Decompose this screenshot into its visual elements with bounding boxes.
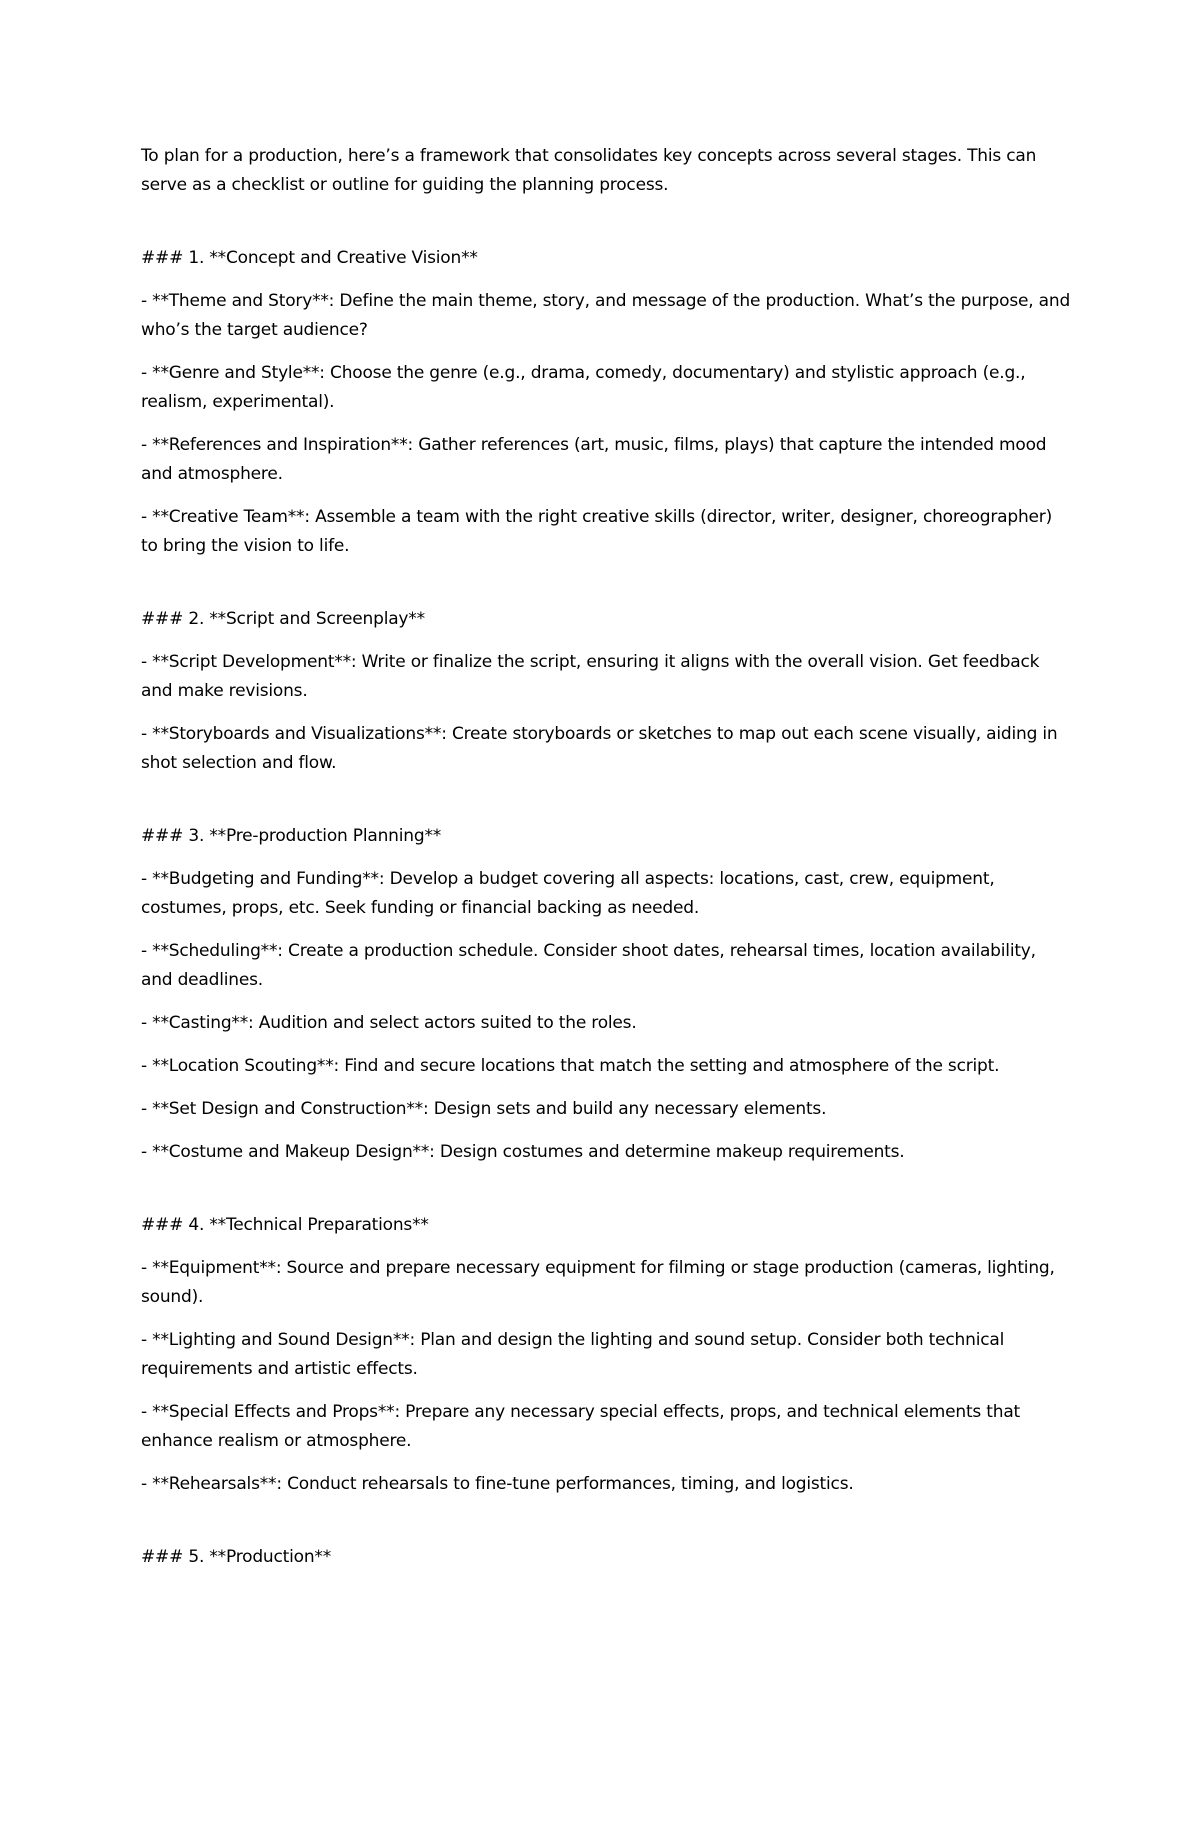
list-item: - **Lighting and Sound Design**: Plan and design the lighting and sound setup. Consider both technical requirements and artistic effects.	[141, 1330, 1005, 1379]
intro-paragraph: To plan for a production, here’s a framework that consolidates key concepts across several stages. This can serve as a checklist or outline for guiding the planning process.	[141, 146, 1037, 195]
list-item: - **Location Scouting**: Find and secure locations that match the setting and atmosphere of the script.	[141, 1056, 1000, 1076]
list-item: - **Rehearsals**: Conduct rehearsals to fine-tune performances, timing, and logistics.	[141, 1474, 854, 1494]
section-heading: ### 4. **Technical Preparations**	[141, 1215, 429, 1235]
list-item: - **Set Design and Construction**: Design sets and build any necessary elements.	[141, 1099, 827, 1119]
section-production	[141, 1543, 1071, 1572]
document-page	[141, 142, 1071, 1586]
list-item: - **Genre and Style**: Choose the genre (e.g., drama, comedy, documentary) and stylistic approach (e.g., realism, experimental).	[141, 363, 1026, 412]
section-preproduction	[141, 822, 1071, 1167]
section-technical	[141, 1211, 1071, 1499]
list-item: - **Casting**: Audition and select actors suited to the roles.	[141, 1013, 637, 1033]
list-item: - **Budgeting and Funding**: Develop a budget covering all aspects: locations, cast, crew, equipment, costumes, props, etc. Seek funding or financial backing as needed.	[141, 869, 995, 918]
list-item: - **Creative Team**: Assemble a team with the right creative skills (director, writer, designer, choreographer) to bring the vision to life.	[141, 507, 1053, 556]
section-heading: ### 3. **Pre-production Planning**	[141, 826, 442, 846]
section-heading: ### 1. **Concept and Creative Vision**	[141, 248, 478, 268]
section-script	[141, 605, 1071, 778]
list-item: - **Costume and Makeup Design**: Design costumes and determine makeup requirements.	[141, 1142, 905, 1162]
section-concept	[141, 244, 1071, 561]
section-heading: ### 2. **Script and Screenplay**	[141, 609, 425, 629]
list-item: - **Storyboards and Visualizations**: Create storyboards or sketches to map out each scene visually, aiding in shot selection and flow.	[141, 724, 1058, 773]
list-item: - **Special Effects and Props**: Prepare any necessary special effects, props, and technical elements that enhance realism or atmosphere.	[141, 1402, 1021, 1451]
list-item: - **Script Development**: Write or finalize the script, ensuring it aligns with the overall vision. Get feedback and make revisions.	[141, 652, 1040, 701]
list-item: - **Scheduling**: Create a production schedule. Consider shoot dates, rehearsal times, location availability, and deadlines.	[141, 941, 1036, 990]
list-item: - **References and Inspiration**: Gather references (art, music, films, plays) that capture the intended mood and atmosphere.	[141, 435, 1047, 484]
list-item: - **Theme and Story**: Define the main theme, story, and message of the production. What’s the purpose, and who’s the target audience?	[141, 291, 1071, 340]
section-heading: ### 5. **Production**	[141, 1547, 332, 1567]
list-item: - **Equipment**: Source and prepare necessary equipment for filming or stage production (cameras, lighting, sound).	[141, 1258, 1055, 1307]
